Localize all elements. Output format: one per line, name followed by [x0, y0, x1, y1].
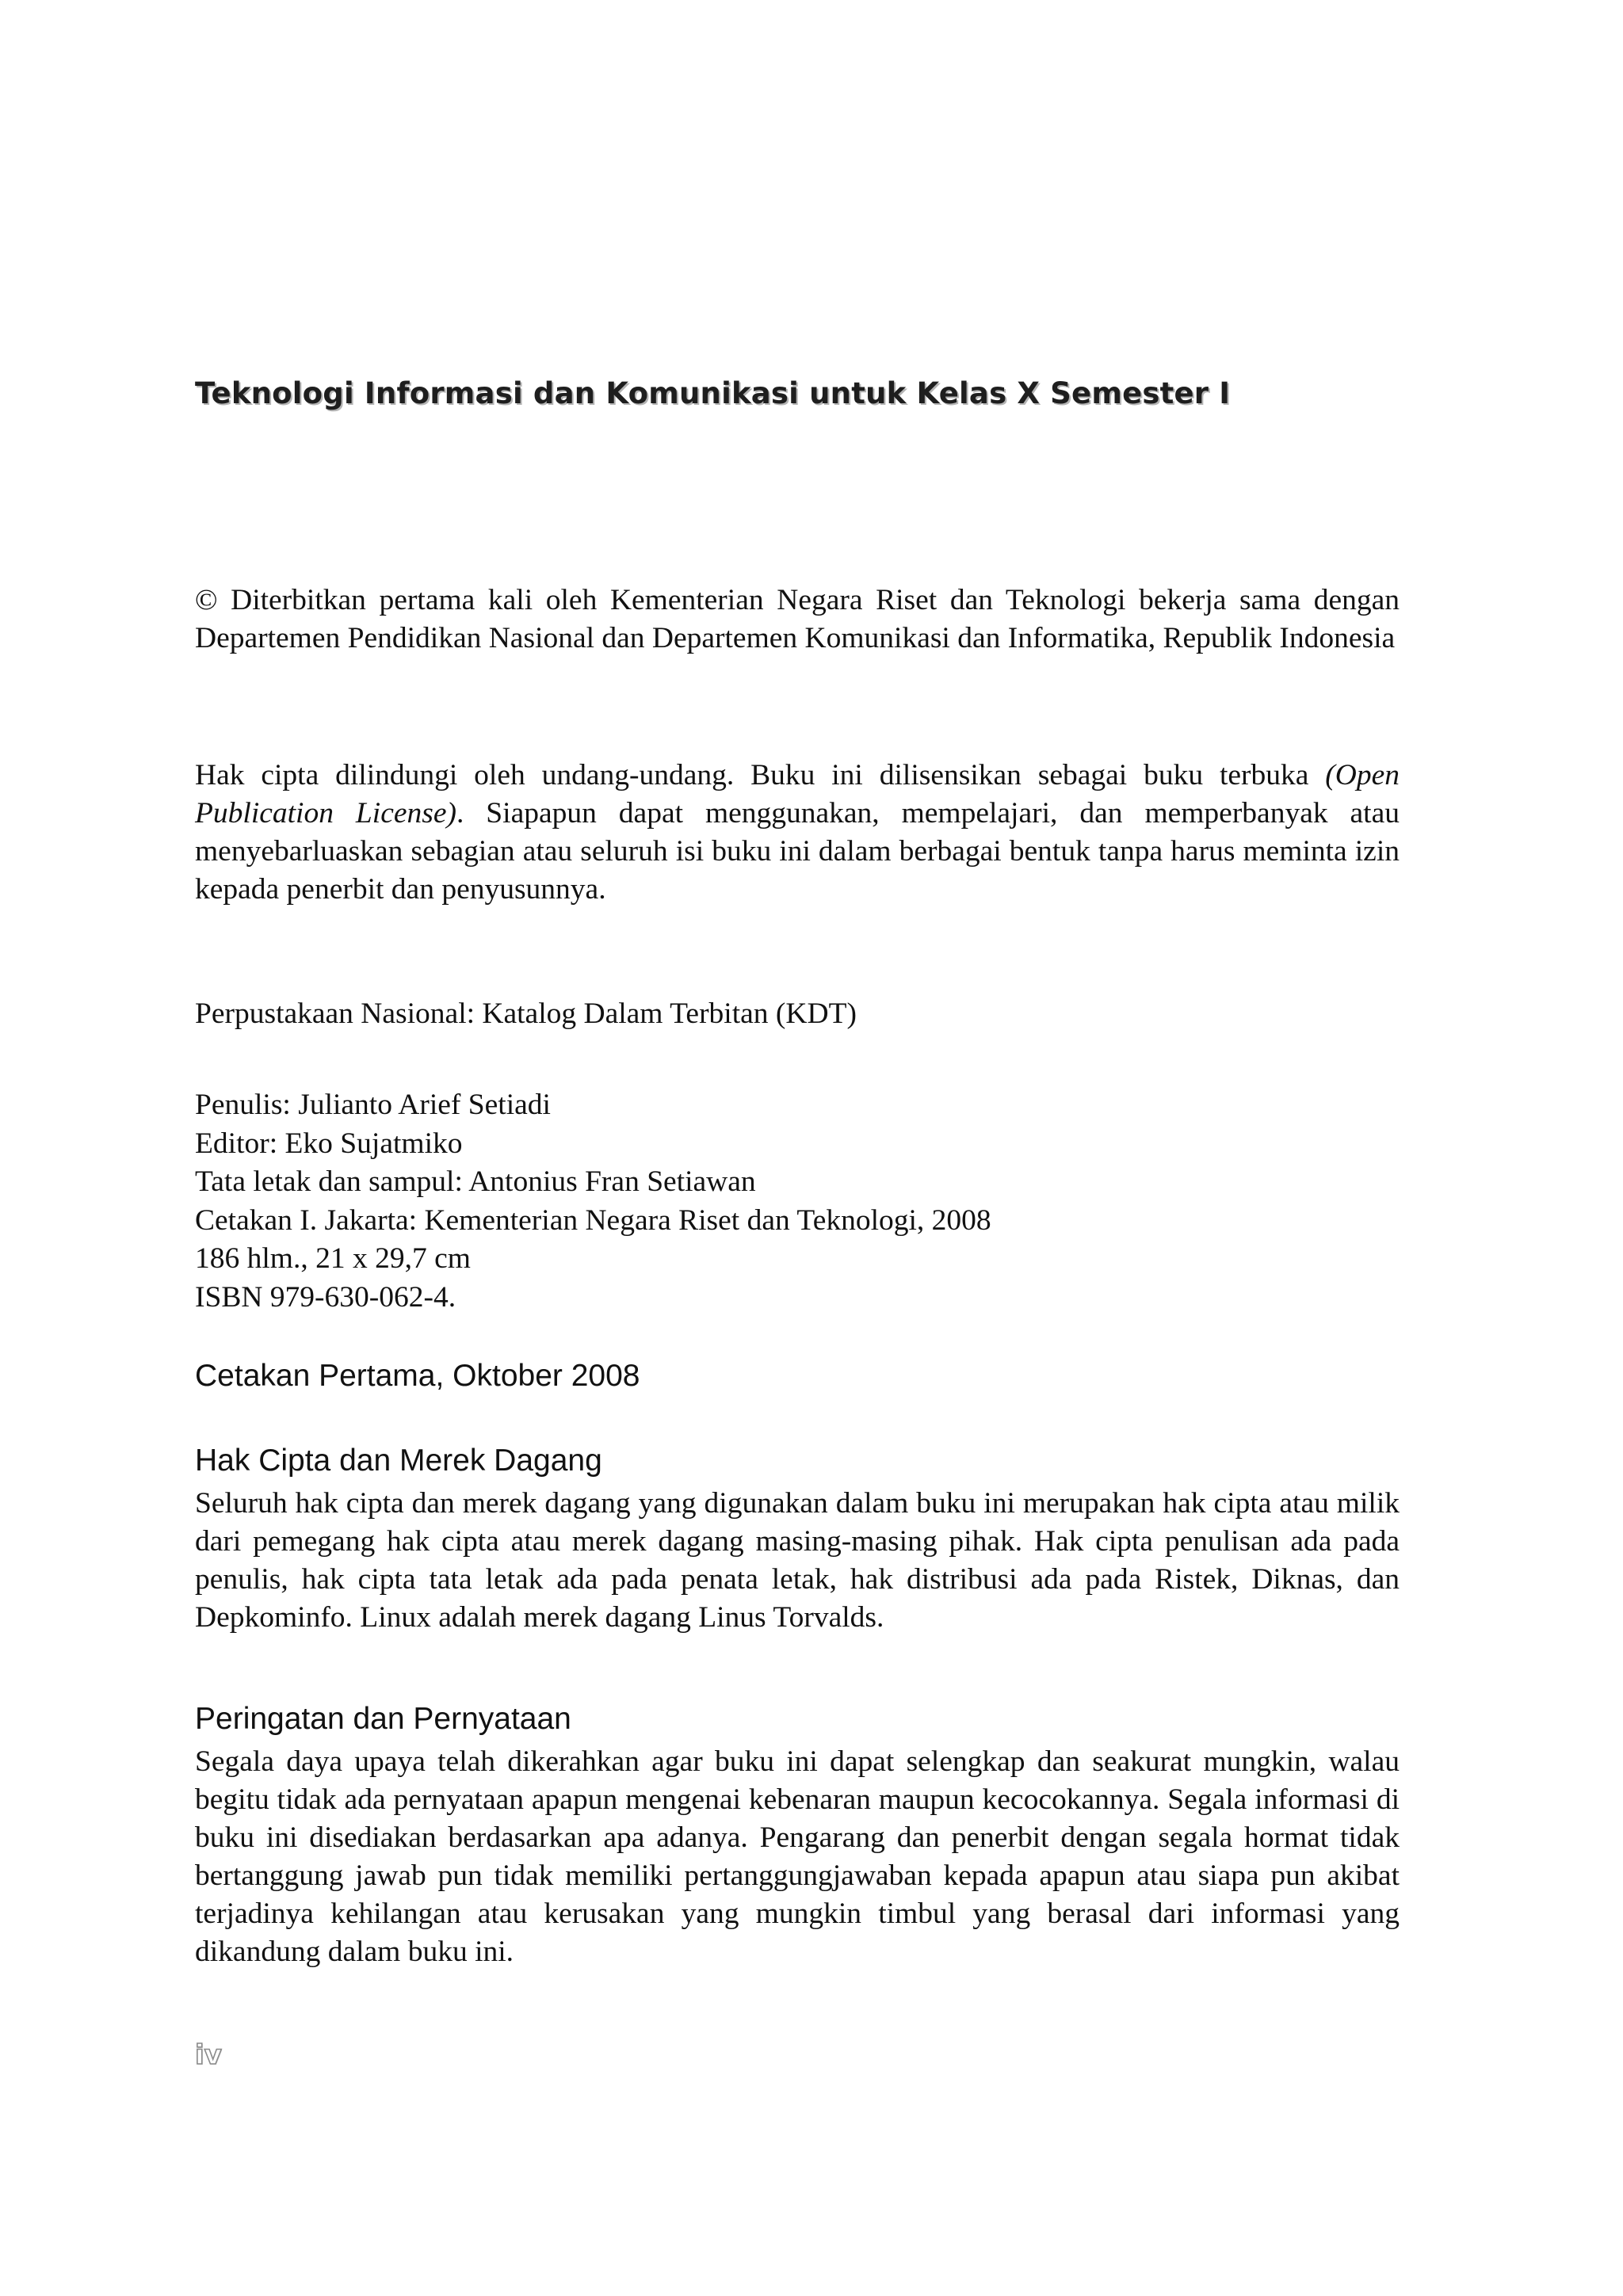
edition-line: Cetakan Pertama, Oktober 2008 — [195, 1359, 640, 1393]
credit-layout: Tata letak dan sampul: Antonius Fran Setiawan — [195, 1165, 756, 1198]
license-text — [195, 757, 1400, 909]
credit-printing: Cetakan I. Jakarta: Kementerian Negara Riset dan Teknologi, 2008 — [195, 1203, 991, 1237]
book-title: Teknologi Informasi dan Komunikasi untuk Kelas X Semester I — [195, 376, 1231, 410]
license-notice — [195, 757, 1400, 909]
page-number: iv — [195, 2039, 222, 2071]
catalog-heading — [195, 995, 1400, 1033]
trademark-text: Seluruh hak cipta dan merek dagang yang digunakan dalam buku ini merupakan hak cipta atau milik dari pemegang hak cipta atau merek dagang masing-masing pihak. Hak cipta penulisan ada pada penulis, hak cipta tata letak ada pada penata letak, hak distribusi ada pada Ristek, Diknas, dan Depkominfo. Linux adalah merek dagang Linus Torvalds. — [195, 1487, 1400, 1634]
credit-editor: Editor: Eko Sujatmiko — [195, 1127, 463, 1160]
warning-text: Segala daya upaya telah dikerahkan agar buku ini dapat selengkap dan seakurat mungkin, walau begitu tidak ada pernyataan apapun mengenai kebenaran maupun kecocokannya. Segala informasi di buku ini disediakan berdasarkan apa adanya. Pengarang dan penerbit dengan segala hormat tidak bertanggung jawab pun tidak memiliki pertanggungjawaban kepada apapun atau siapa pun akibat terjadinya kehilangan atau kerusakan yang mungkin timbul yang berasal dari informasi yang dikandung dalam buku ini. — [195, 1745, 1400, 1968]
license-text-end: . Siapapun dapat menggunakan, mempelajari, dan memperbanyak atau menyebarluaskan sebagian atau seluruh isi buku ini dalam berbagai bentuk tanpa harus meminta izin kepada penerbit dan penyusunnya. — [195, 797, 1400, 906]
credit-pages-size: 186 hlm., 21 x 29,7 cm — [195, 1242, 471, 1275]
trademark-heading: Hak Cipta dan Merek Dagang — [195, 1444, 602, 1478]
license-name: (Open Publication License) — [195, 759, 1400, 830]
copyright-text: © Diterbitkan pertama kali oleh Kementerian Negara Riset dan Teknologi bekerja sama dengan Departemen Pendidikan Nasional dan Departemen Komunikasi dan Informatika, Republik Indonesia — [195, 584, 1400, 654]
trademark-section — [195, 1485, 1400, 1637]
credit-author: Penulis: Julianto Arief Setiadi — [195, 1089, 551, 1121]
copyright-notice — [195, 582, 1400, 658]
license-text-start: Hak cipta dilindungi oleh undang-undang. Buku ini dilisensikan sebagai buku terbuka — [195, 759, 1326, 791]
credit-isbn: ISBN 979-630-062-4. — [195, 1280, 456, 1314]
warning-heading: Peringatan dan Pernyataan — [195, 1702, 571, 1736]
warning-section — [195, 1743, 1400, 1971]
credits-list — [195, 1086, 1400, 1317]
catalog-text: Perpustakaan Nasional: Katalog Dalam Terbitan (KDT) — [195, 997, 857, 1030]
